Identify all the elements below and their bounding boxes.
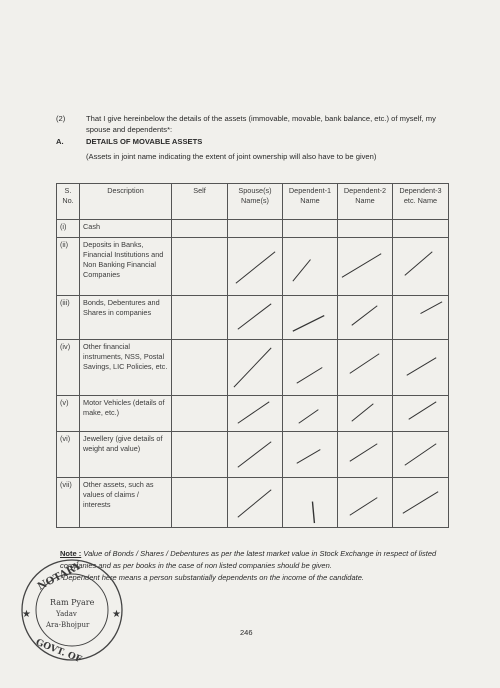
cell-dependent-2 <box>338 238 393 296</box>
cell-spouse <box>228 296 283 340</box>
hand-slash-mark <box>407 358 436 376</box>
hand-slash-mark <box>299 410 319 424</box>
cell-dependent-3 <box>393 220 449 238</box>
footnote-line-2: *Dependent here means a person substantially dependents on the income of the candidate. <box>60 573 364 582</box>
stamp-top-text: NOTARY <box>35 560 84 593</box>
table-header-row <box>57 184 449 220</box>
cell-dependent-3 <box>393 340 449 396</box>
hand-slash-mark <box>293 260 311 282</box>
cell-self <box>172 396 228 432</box>
table-row <box>57 238 449 296</box>
row-description: Bonds, Debentures and Shares in companies <box>80 296 172 340</box>
hand-slash-mark <box>405 252 433 276</box>
cell-dependent-2 <box>338 478 393 528</box>
hand-slash-mark <box>238 442 271 467</box>
stamp-line-1: Ram Pyare <box>50 598 95 607</box>
table-row <box>57 220 449 238</box>
section-heading <box>56 136 203 147</box>
row-description: Motor Vehicles (details of make, etc.) <box>80 396 172 432</box>
paragraph-text: That I give hereinbelow the details of the assets (immovable, movable, bank balance, etc.) of myself, my spouse and dependents*: <box>86 114 436 134</box>
row-sno: (ii) <box>57 238 80 296</box>
cell-spouse <box>228 238 283 296</box>
hand-slash-mark <box>350 498 377 516</box>
cell-dependent-2 <box>338 220 393 238</box>
cell-self <box>172 340 228 396</box>
header-dependent-3: Dependent-3 etc. Name <box>393 184 449 220</box>
header-spouse: Spouse(s) Name(s) <box>228 184 283 220</box>
cell-self <box>172 220 228 238</box>
cell-spouse <box>228 478 283 528</box>
cell-dependent-1 <box>283 432 338 478</box>
hand-slash-mark <box>236 252 275 283</box>
cell-dependent-1 <box>283 396 338 432</box>
page-number: 246 <box>240 628 253 637</box>
table-row <box>57 478 449 528</box>
star-icon: ★ <box>112 609 121 620</box>
hand-slash-mark <box>293 316 324 332</box>
cell-dependent-3 <box>393 296 449 340</box>
notary-stamp <box>12 555 132 665</box>
cell-spouse <box>228 432 283 478</box>
row-description: Other assets, such as values of claims / interests <box>80 478 172 528</box>
hand-slash-mark <box>238 490 271 517</box>
cell-spouse <box>228 220 283 238</box>
hand-slash-mark <box>297 368 323 384</box>
stamp-line-3: Ara-Bhojpur <box>46 621 90 629</box>
row-description: Other financial instruments, NSS, Postal Savings, LIC Policies, etc. <box>80 340 172 396</box>
section-letter: A. <box>56 137 64 146</box>
hand-slash-mark <box>409 402 437 420</box>
hand-slash-mark <box>312 502 314 524</box>
hand-slash-mark <box>238 304 271 329</box>
row-description: Jewellery (give details of weight and value) <box>80 432 172 478</box>
hand-slash-mark <box>352 306 378 326</box>
cell-spouse <box>228 340 283 396</box>
row-sno: (v) <box>57 396 80 432</box>
row-sno: (vi) <box>57 432 80 478</box>
header-dependent-2: Dependent-2 Name <box>338 184 393 220</box>
hand-slash-mark <box>350 354 379 374</box>
hand-slash-mark <box>297 450 321 464</box>
row-description: Cash <box>80 220 172 238</box>
cell-self <box>172 238 228 296</box>
cell-dependent-3 <box>393 478 449 528</box>
header-dependent-1: Dependent-1 Name <box>283 184 338 220</box>
table-row <box>57 296 449 340</box>
table-row <box>57 396 449 432</box>
footnote-label: Note : <box>60 549 82 558</box>
header-description: Description <box>80 184 172 220</box>
cell-self <box>172 432 228 478</box>
row-sno: (i) <box>57 220 80 238</box>
hand-slash-mark <box>405 444 436 466</box>
hand-slash-mark <box>403 492 438 514</box>
cell-dependent-2 <box>338 432 393 478</box>
header-sno: S. No. <box>57 184 80 220</box>
hand-slash-mark <box>350 444 377 462</box>
movable-assets-table <box>56 183 449 528</box>
hand-slash-mark <box>342 254 381 278</box>
cell-dependent-2 <box>338 296 393 340</box>
table-row <box>57 432 449 478</box>
cell-spouse <box>228 396 283 432</box>
cell-dependent-2 <box>338 396 393 432</box>
cell-dependent-1 <box>283 478 338 528</box>
row-sno: (vii) <box>57 478 80 528</box>
header-self: Self <box>172 184 228 220</box>
cell-dependent-1 <box>283 220 338 238</box>
section-note: (Assets in joint name indicating the extent of joint ownership will also have to be given) <box>86 152 377 161</box>
footnote-line-1: Note : Value of Bonds / Shares / Debentures as per the latest market value in Stock Exchange in respect of listed companies and as per books in the case of non listed companies should be given. <box>60 549 437 570</box>
hand-slash-mark <box>238 402 269 423</box>
hand-slash-mark <box>421 302 443 314</box>
star-icon: ★ <box>22 609 31 620</box>
row-sno: (iv) <box>57 340 80 396</box>
stamp-bottom-text: GOVT. OF <box>34 637 83 665</box>
stamp-line-2: Yadav <box>56 610 77 618</box>
cell-dependent-1 <box>283 238 338 296</box>
cell-dependent-3 <box>393 238 449 296</box>
hand-slash-mark <box>234 348 271 387</box>
cell-self <box>172 478 228 528</box>
cell-dependent-3 <box>393 432 449 478</box>
section-title: DETAILS OF MOVABLE ASSETS <box>86 137 203 146</box>
cell-dependent-1 <box>283 340 338 396</box>
row-sno: (iii) <box>57 296 80 340</box>
paragraph-number: (2) <box>56 114 66 123</box>
cell-dependent-3 <box>393 396 449 432</box>
row-description: Deposits in Banks, Financial Institutions and Non Banking Financial Companies <box>80 238 172 296</box>
cell-dependent-2 <box>338 340 393 396</box>
cell-dependent-1 <box>283 296 338 340</box>
cell-self <box>172 296 228 340</box>
hand-slash-mark <box>352 404 374 422</box>
table-row <box>57 340 449 396</box>
